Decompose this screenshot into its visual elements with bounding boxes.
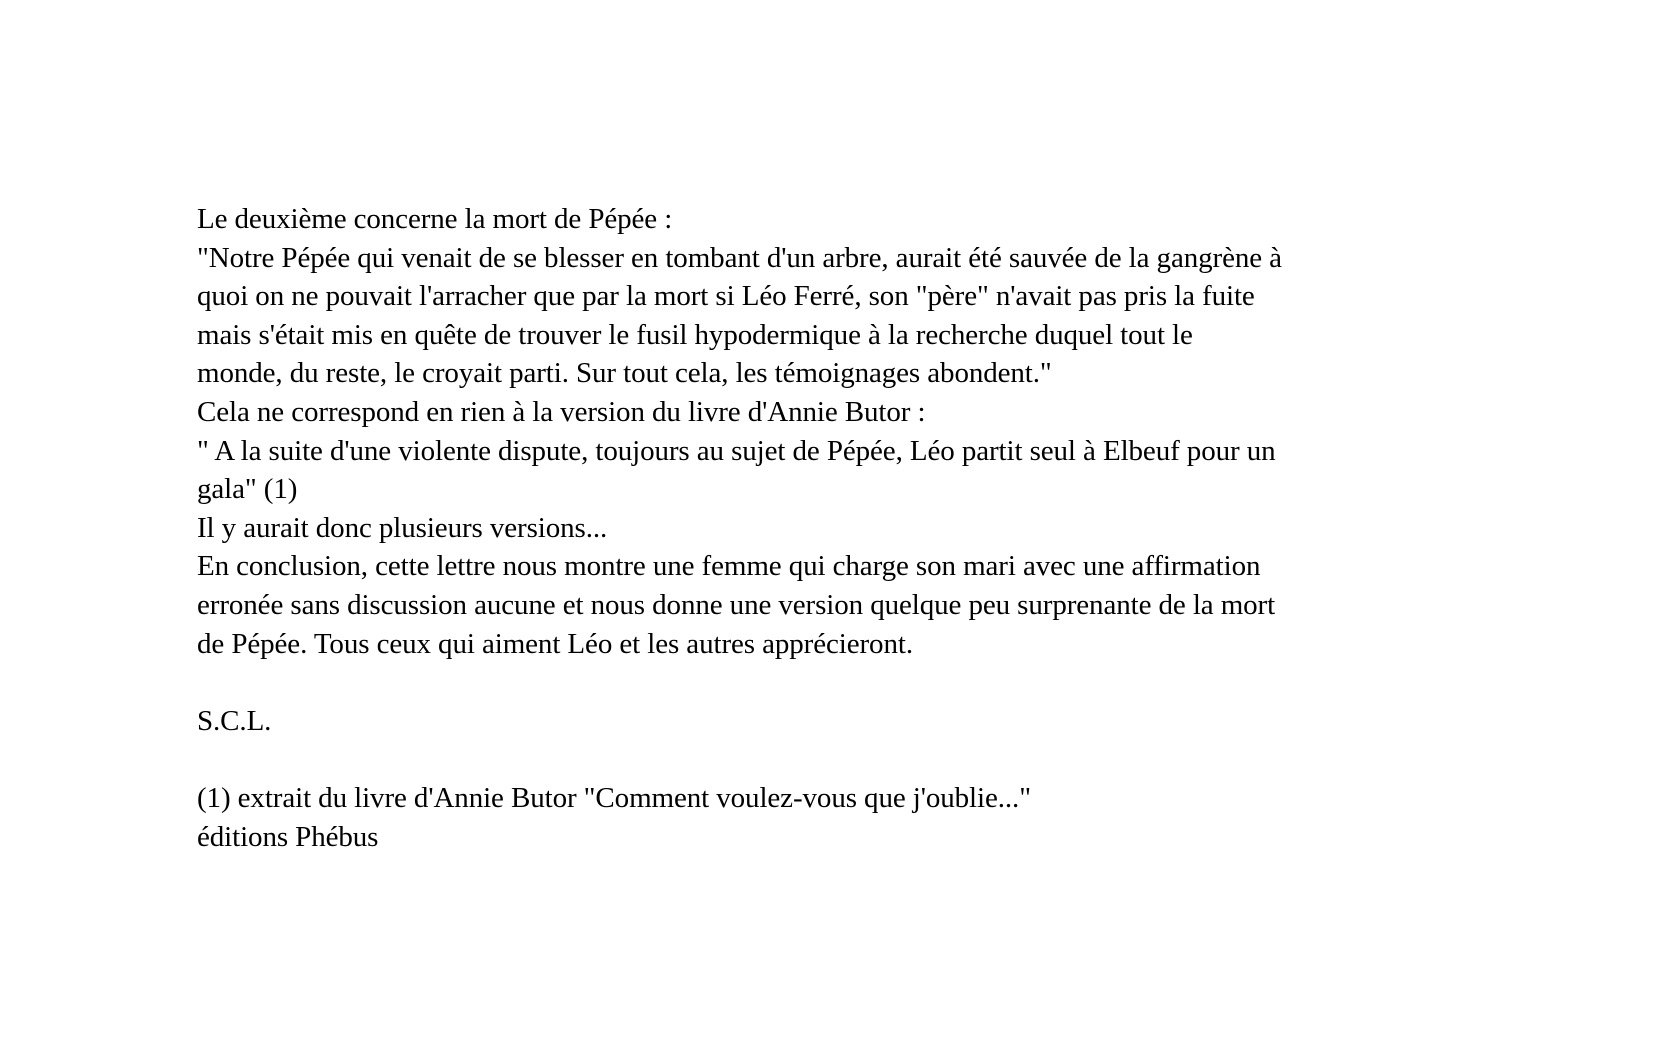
quote-line: monde, du reste, le croyait parti. Sur tout cela, les témoignages abondent.": [197, 357, 1052, 390]
conclusion-line: erronée sans discussion aucune et nous donne une version quelque peu surprenante de la mort: [197, 588, 1276, 621]
conclusion-line: de Pépée. Tous ceux qui aiment Léo et les autres apprécieront.: [197, 627, 913, 660]
signature: S.C.L.: [197, 704, 272, 737]
quote-line: quoi on ne pouvait l'arracher que par la mort si Léo Ferré, son "père" n'avait pas pris la fuite: [197, 280, 1255, 313]
paragraph-line: Le deuxième concerne la mort de Pépée :: [197, 203, 673, 235]
spacer: [197, 663, 1497, 702]
conclusion-line: En conclusion, cette lettre nous montre une femme qui charge son mari avec une affirmation: [197, 550, 1261, 583]
footnote-line: (1) extrait du livre d'Annie Butor "Comment voulez-vous que j'oublie...": [197, 781, 1031, 814]
quote-line: " A la suite d'une violente dispute, toujours au sujet de Pépée, Léo partit seul à Elbeuf pour un: [197, 434, 1276, 467]
quote-line: mais s'était mis en quête de trouver le fusil hypodermique à la recherche duquel tout le: [197, 318, 1193, 351]
quote-line: gala" (1): [197, 473, 298, 506]
paragraph-line: Cela ne correspond en rien à la version du livre d'Annie Butor :: [197, 395, 926, 428]
paragraph-line: Il y aurait donc plusieurs versions...: [197, 511, 608, 544]
spacer: [197, 740, 1497, 779]
quote-line: "Notre Pépée qui venait de se blesser en tombant d'un arbre, aurait été sauvée de la gangrène à: [197, 241, 1282, 274]
document-body: [197, 200, 1497, 856]
footnote-line: éditions Phébus: [197, 820, 379, 853]
